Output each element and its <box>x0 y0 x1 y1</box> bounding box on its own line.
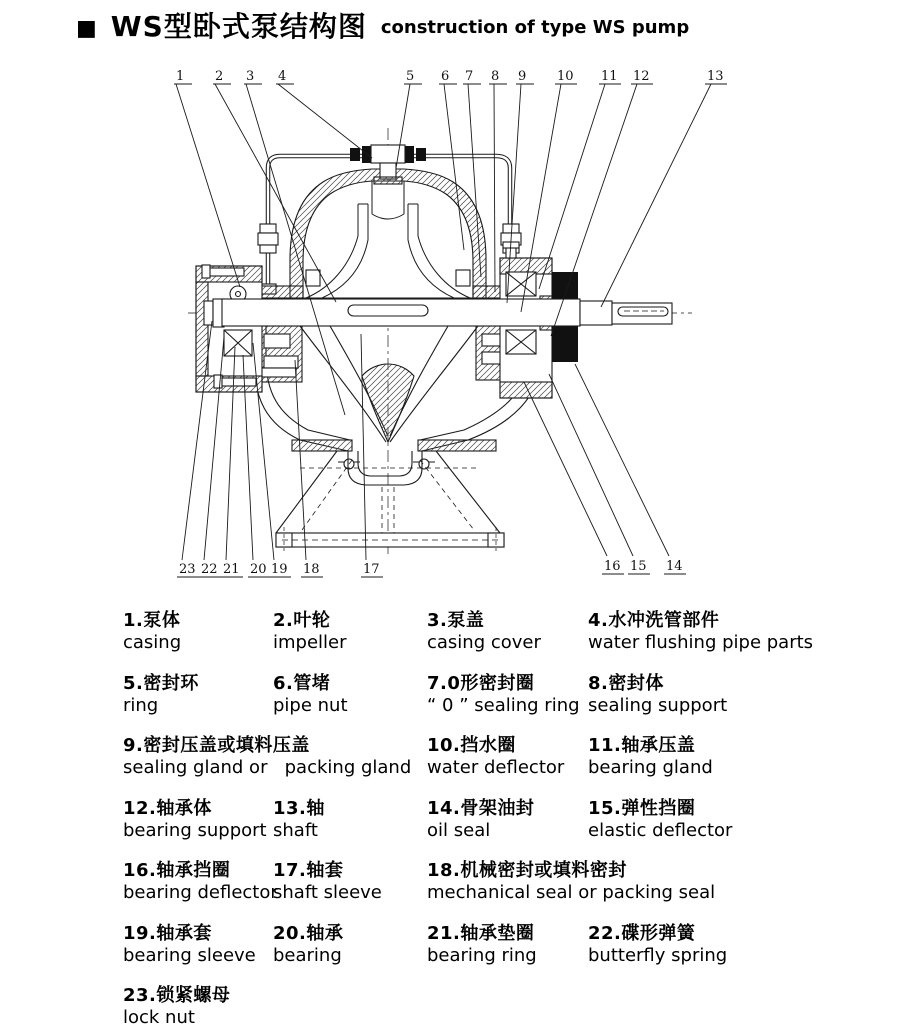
part-number: 6 <box>441 69 450 84</box>
part-number: 17 <box>363 562 380 577</box>
title-chinese: WS型卧式泵结构图 <box>110 10 367 43</box>
legend-item: 20.轴承 bearing <box>273 923 344 966</box>
legend-item: 5.密封环 ring <box>123 673 199 716</box>
impeller-key-slot <box>348 305 428 316</box>
legend-item: 16.轴承挡圈 bearing deflector <box>123 860 278 903</box>
part-number: 23 <box>179 562 196 577</box>
legend-item: 21.轴承垫圈 bearing ring <box>427 923 537 966</box>
part-number: 12 <box>633 69 650 84</box>
keyway-slot <box>618 307 668 316</box>
shaft <box>222 299 672 326</box>
legend-item: 3.泵盖 casing cover <box>427 610 541 653</box>
legend-item: 11.轴承压盖 bearing gland <box>588 735 713 778</box>
legend-item: 19.轴承套 bearing sleeve <box>123 923 256 966</box>
part-number: 3 <box>246 69 255 84</box>
legend-item: 14.骨架油封 oil seal <box>427 798 535 841</box>
part-number: 7 <box>465 69 474 84</box>
legend-item: 2.叶轮 impeller <box>273 610 347 653</box>
part-number: 4 <box>278 69 287 84</box>
title-english: construction of type WS pump <box>380 17 690 38</box>
legend-item: 15.弹性挡圈 elastic deflector <box>588 798 733 841</box>
legend-item: 22.碟形弹簧 butterfly spring <box>588 923 728 966</box>
part-number: 1 <box>176 69 185 84</box>
part-number: 8 <box>491 69 500 84</box>
part-number: 20 <box>250 562 267 577</box>
legend-item: 1.泵体 casing <box>123 610 182 653</box>
legend-item: 13.轴 shaft <box>273 798 325 841</box>
legend-item: 4.水冲洗管部件 water flushing pipe parts <box>588 610 814 653</box>
part-number: 18 <box>303 562 320 577</box>
bullet-square-icon: ■ <box>76 16 97 41</box>
legend-item: 7.0形密封圈 “ 0 ” sealing ring <box>427 673 580 716</box>
legend-item: 9.密封压盖或填料压盖 sealing gland or packing gland <box>123 735 412 778</box>
part-number: 10 <box>557 69 574 84</box>
part-number: 19 <box>271 562 288 577</box>
legend-item: 18.机械密封或填料密封 mechanical seal or packing seal <box>427 860 716 903</box>
part-number: 21 <box>223 562 240 577</box>
part-number: 2 <box>215 69 224 84</box>
legend-item: 23.锁紧螺母 lock nut <box>123 985 231 1028</box>
part-number: 13 <box>707 69 724 84</box>
legend-item: 12.轴承体 bearing support <box>123 798 267 841</box>
part-number: 14 <box>666 559 683 574</box>
legend-item: 6.管堵 pipe nut <box>273 673 348 716</box>
legend-item: 10.挡水圈 water deflector <box>427 735 565 778</box>
legend-item: 8.密封体 sealing support <box>588 673 728 716</box>
part-number: 5 <box>406 69 415 84</box>
part-number: 22 <box>201 562 218 577</box>
legend-item: 17.轴套 shaft sleeve <box>273 860 382 903</box>
part-number: 15 <box>630 559 647 574</box>
part-number: 11 <box>601 69 618 84</box>
part-number: 16 <box>604 559 621 574</box>
part-number: 9 <box>518 69 527 84</box>
base-support <box>276 451 504 551</box>
